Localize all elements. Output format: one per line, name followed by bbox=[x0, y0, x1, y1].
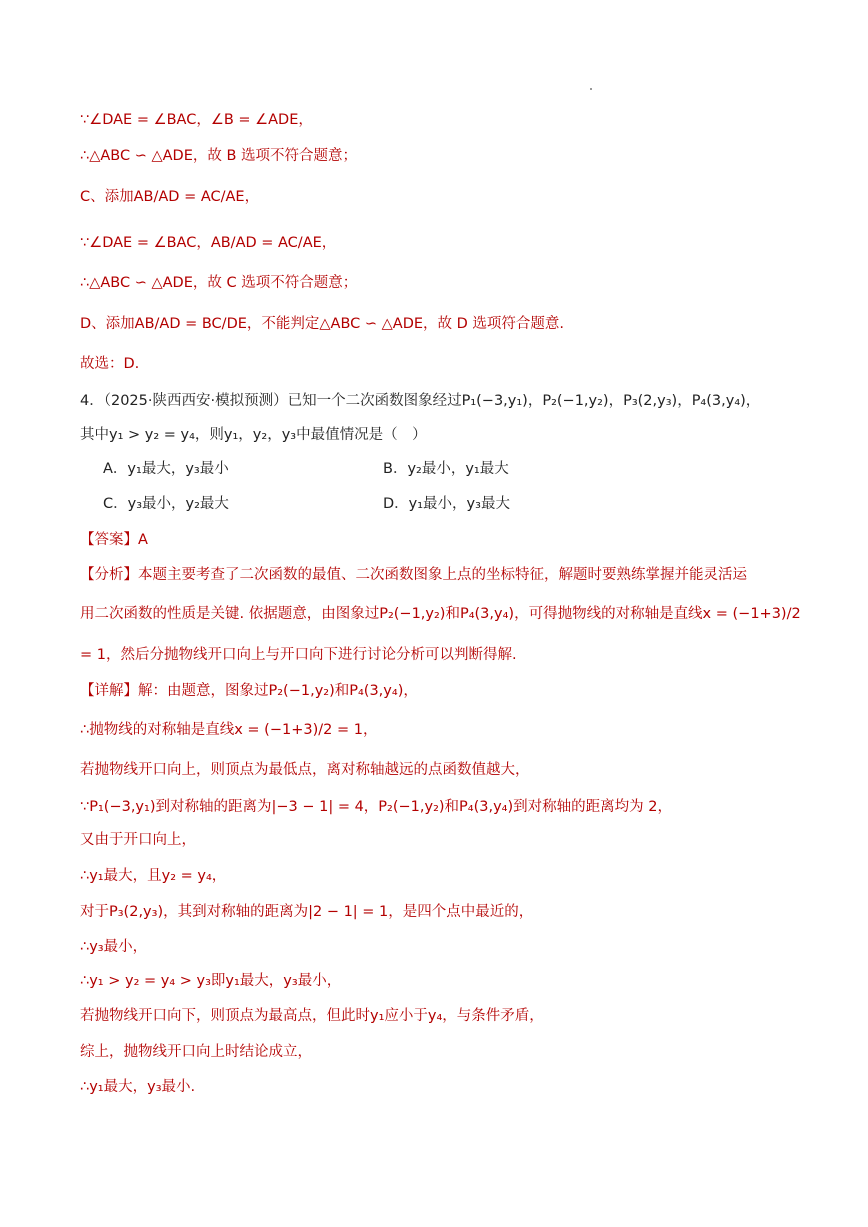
detail-line-3: 若抛物线开口向上，则顶点为最低点，离对称轴越远的点函数值越大， bbox=[80, 762, 530, 778]
analysis-line-1: 【分析】本题主要考查了二次函数的最值、二次函数图象上点的坐标特征，解题时要熟练掌握并能灵活运 bbox=[80, 567, 747, 583]
detail-line-10: 若抛物线开口向下，则顶点为最高点，但此时y₁应小于y₄，与条件矛盾， bbox=[80, 1008, 544, 1024]
solution-line-6: D、添加AB/AD = BC/DE，不能判定△ABC ∽ △ADE，故 D 选项符合题意. bbox=[80, 316, 565, 332]
scan-dot bbox=[590, 88, 592, 90]
detail-line-5: 又由于开口向上， bbox=[80, 832, 196, 848]
solution-line-3: C、添加AB/AD = AC/AE， bbox=[80, 189, 260, 205]
option-d: D．y₁最小，y₃最大 bbox=[383, 496, 510, 512]
option-c: C．y₃最小，y₂最大 bbox=[103, 496, 229, 512]
solution-line-7: 故选：D. bbox=[80, 356, 140, 372]
analysis-line-2: 用二次函数的性质是关键. 依据题意，由图象过P₂(−1,y₂)和P₄(3,y₄)，可得抛物线的对称轴是直线x = (−1+3)/2 bbox=[80, 606, 801, 622]
detail-line-6: ∴y₁最大，且y₂ = y₄， bbox=[80, 868, 227, 884]
option-b: B．y₂最小，y₁最大 bbox=[383, 461, 509, 477]
question-line-1: 4．（2025·陕西西安·模拟预测）已知一个二次函数图象经过P₁(−3,y₁)，P₂(−1,y₂)，P₃(2,y₃)，P₄(3,y₄)， bbox=[80, 393, 761, 409]
detail-line-4: ∵P₁(−3,y₁)到对称轴的距离为|−3 − 1| = 4，P₂(−1,y₂)和P₄(3,y₄)到对称轴的距离均为 2， bbox=[80, 799, 672, 815]
detail-line-2: ∴抛物线的对称轴是直线x = (−1+3)/2 = 1， bbox=[80, 722, 378, 738]
answer-line: 【答案】A bbox=[80, 532, 148, 548]
solution-line-2: ∴△ABC ∽ △ADE，故 B 选项不符合题意； bbox=[80, 148, 358, 164]
analysis-line-3: = 1，然后分抛物线开口向上与开口向下进行讨论分析可以判断得解. bbox=[80, 647, 517, 663]
detail-line-8: ∴y₃最小， bbox=[80, 939, 148, 955]
detail-line-11: 综上，抛物线开口向上时结论成立， bbox=[80, 1044, 312, 1060]
solution-line-4: ∵∠DAE = ∠BAC，AB/AD = AC/AE， bbox=[80, 235, 337, 251]
option-a: A．y₁最大，y₃最小 bbox=[103, 461, 229, 477]
solution-line-5: ∴△ABC ∽ △ADE，故 C 选项不符合题意； bbox=[80, 275, 358, 291]
question-line-2: 其中y₁ > y₂ = y₄，则y₁，y₂，y₃中最值情况是（ ） bbox=[80, 427, 427, 443]
detail-line-12: ∴y₁最大，y₃最小. bbox=[80, 1079, 196, 1095]
detail-line-1: 【详解】解：由题意，图象过P₂(−1,y₂)和P₄(3,y₄)， bbox=[80, 683, 418, 699]
solution-line-1: ∵∠DAE = ∠BAC，∠B = ∠ADE， bbox=[80, 112, 313, 128]
detail-line-9: ∴y₁ > y₂ = y₄ > y₃即y₁最大，y₃最小， bbox=[80, 973, 342, 989]
detail-line-7: 对于P₃(2,y₃)，其到对称轴的距离为|2 − 1| = 1，是四个点中最近的， bbox=[80, 904, 534, 920]
